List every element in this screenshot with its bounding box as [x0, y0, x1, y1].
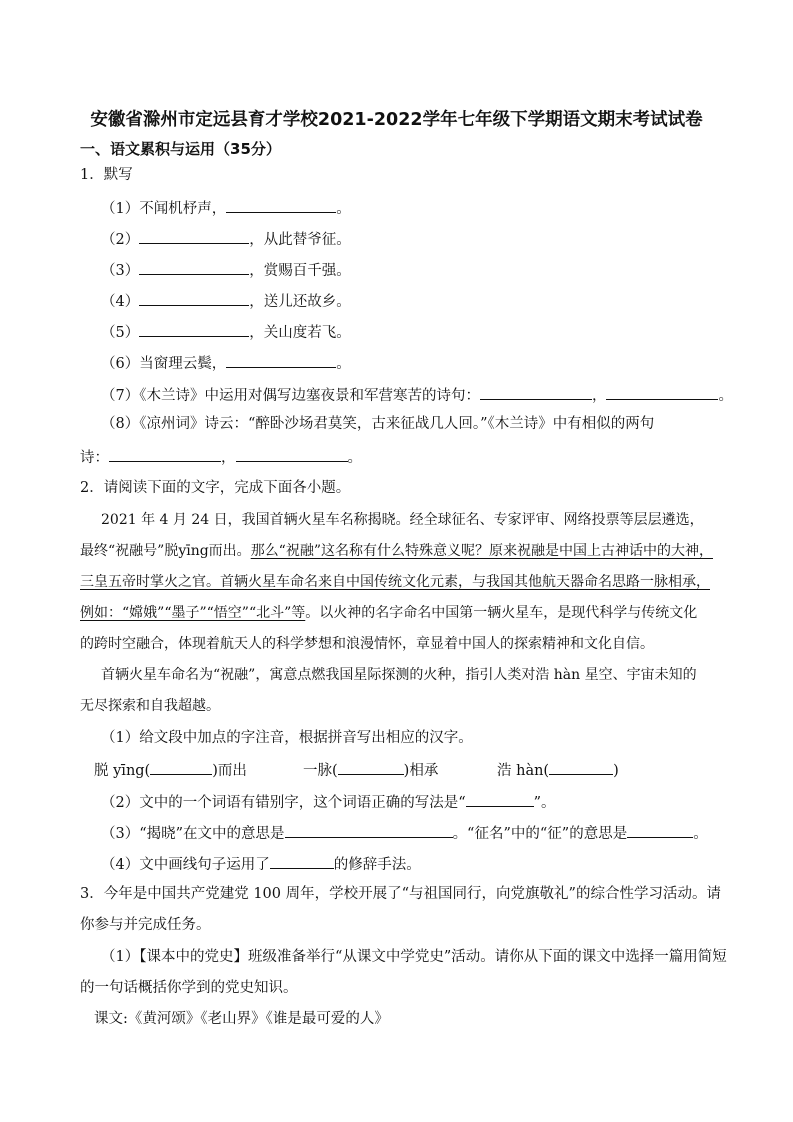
- answer-blank[interactable]: [606, 384, 718, 400]
- q1-3-text: ，赏赐百千强。: [249, 263, 351, 279]
- answer-blank[interactable]: [226, 197, 336, 213]
- q1-item-8: （8）《凉州词》诗云：“醉卧沙场君莫笑，古来征战几人回。”《木兰诗》中有相似的两句: [101, 416, 655, 432]
- q2-passage-line: 2021 年 4 月 24 日，我国首辆火星车名称揭晓。经全球征名、专家评审、网络投票等层层遴选，: [101, 512, 704, 528]
- underlined-sentence: 那么“祝融”这名称有什么特殊意义呢？原来祝融是中国上古神话中的大神，: [250, 543, 713, 559]
- q2-sub-3: [101, 822, 708, 844]
- answer-blank[interactable]: [466, 791, 534, 807]
- q1-8-comma: ，: [221, 450, 236, 466]
- q1-item-3: [101, 259, 351, 281]
- answer-blank[interactable]: [338, 759, 404, 775]
- q3-heading: 3．今年是中国共产党建党 100 周年，学校开展了“与祖国同行，向党旗敬礼”的综合性学习活动。请: [80, 886, 721, 902]
- q1-2-text: ，从此替爷征。: [249, 232, 351, 248]
- exam-title: 安徽省滁州市定远县育才学校2021-2022学年七年级下学期语文期末考试试卷: [90, 110, 703, 130]
- q2-3-text: 。“征名”中的“征”的意思是: [452, 826, 628, 842]
- q1-item-8-continued: [80, 446, 362, 468]
- answer-blank[interactable]: [627, 822, 693, 838]
- q2-3-end: 。: [693, 826, 708, 842]
- q2-2-text: （2）文中的一个词语有错别字，这个词语正确的写法是“: [101, 795, 466, 811]
- answer-blank[interactable]: [139, 290, 249, 306]
- q2-passage-line: [80, 603, 697, 623]
- q1-item-1: [101, 197, 351, 219]
- q1-4-text: ，送儿还故乡。: [249, 294, 351, 310]
- answer-blank[interactable]: [236, 446, 348, 462]
- answer-blank[interactable]: [480, 384, 592, 400]
- q2-sub-4: [101, 853, 421, 875]
- pinyin-item-2: [303, 759, 438, 781]
- q1-3-num: （3）: [101, 263, 140, 279]
- q1-8-end: 。: [347, 450, 362, 466]
- passage-text: 。以火神的名字命名中国第一辆火星车，是现代科学与传统文化: [305, 605, 698, 621]
- q1-item-7: [101, 384, 733, 406]
- q1-7-comma: ，: [591, 388, 607, 404]
- underlined-sentence: 例如：“嫦娥”“墨子”“悟空”“北斗”等: [80, 605, 306, 621]
- q1-item-6: [101, 352, 351, 374]
- q3-text-list: 课文:《黄河颂》《老山界》《谁是最可爱的人》: [94, 1011, 389, 1027]
- q2-sub-2: [101, 791, 556, 813]
- passage-text: 最终“祝融号”脱yīng而出。: [80, 543, 251, 559]
- q2-passage-line: 的跨时空融合，体现着航天人的科学梦想和浪漫情怀，章显着中国人的探索精神和文化自信。: [80, 636, 654, 652]
- q1-item-2: [101, 228, 351, 250]
- q2-passage-line: 首辆火星车命名为“祝融”，寓意点燃我国星际探测的火种，指引人类对浩 hàn 星空、宇宙未知的: [101, 667, 697, 683]
- answer-blank[interactable]: [150, 759, 212, 775]
- q2-4-text: （4）文中画线句子运用了: [101, 857, 270, 873]
- q1-2-num: （2）: [101, 232, 140, 248]
- q1-5-num: （5）: [101, 325, 140, 341]
- q2-heading: 2．请阅读下面的文字，完成下面各小题。: [80, 480, 351, 496]
- q1-1-text: （1）不闻机杼声，: [101, 201, 227, 217]
- q1-7-end: 。: [718, 388, 733, 404]
- pinyin-text: )相承: [403, 763, 439, 779]
- q1-heading: 1．默写: [80, 167, 133, 183]
- pinyin-text: ): [613, 763, 619, 779]
- q2-2-end: ”。: [533, 795, 556, 811]
- section-heading: 一、语文累积与运用（35分）: [80, 140, 281, 158]
- q2-sub-1: （1）给文段中加点的字注音，根据拼音写出相应的汉字。: [101, 730, 473, 746]
- answer-blank[interactable]: [549, 759, 613, 775]
- pinyin-text: 脱 yīng(: [94, 763, 151, 779]
- q1-6-text: （6）当窗理云鬓，: [101, 356, 227, 372]
- q1-8-label: 诗：: [80, 450, 109, 466]
- answer-blank[interactable]: [226, 352, 336, 368]
- answer-blank[interactable]: [139, 259, 249, 275]
- q3-heading-continued: 你参与并完成任务。: [80, 917, 211, 933]
- q1-1-end: 。: [336, 201, 351, 217]
- pinyin-text: 一脉(: [303, 763, 338, 779]
- q1-4-num: （4）: [101, 294, 140, 310]
- q2-4-end: 的修辞手法。: [333, 857, 421, 873]
- q1-7-text: （7）《木兰诗》中运用对偶写边塞夜景和军营寒苦的诗句：: [101, 388, 480, 404]
- pinyin-text: 浩 hàn(: [497, 763, 550, 779]
- answer-blank[interactable]: [139, 228, 249, 244]
- q2-passage-line: [80, 541, 713, 561]
- pinyin-item-1: [94, 759, 247, 781]
- answer-blank[interactable]: [270, 853, 334, 869]
- q1-6-end: 。: [336, 356, 351, 372]
- q1-item-5: [101, 321, 351, 343]
- q3-sub-1: （1）【课本中的党史】班级准备举行“从课文中学党史”活动。请你从下面的课文中选择一篇用简短: [101, 949, 727, 965]
- q3-sub-1-continued: 的一句话概括你学到的党史知识。: [80, 980, 298, 996]
- pinyin-item-3: [497, 759, 619, 781]
- q2-3-text: （3）“揭晓”在文中的意思是: [101, 826, 285, 842]
- pinyin-text: )而出: [212, 763, 247, 779]
- q2-passage-line: 无尽探索和自我超越。: [80, 698, 220, 714]
- underlined-sentence: 三皇五帝时掌火之官。首辆火星车命名来自中国传统文化元素，与我国其他航天器命名思路一脉相承，: [80, 574, 710, 590]
- q1-item-4: [101, 290, 351, 312]
- answer-blank[interactable]: [109, 446, 221, 462]
- answer-blank[interactable]: [285, 822, 453, 838]
- q1-5-text: ，关山度若飞。: [249, 325, 351, 341]
- answer-blank[interactable]: [139, 321, 249, 337]
